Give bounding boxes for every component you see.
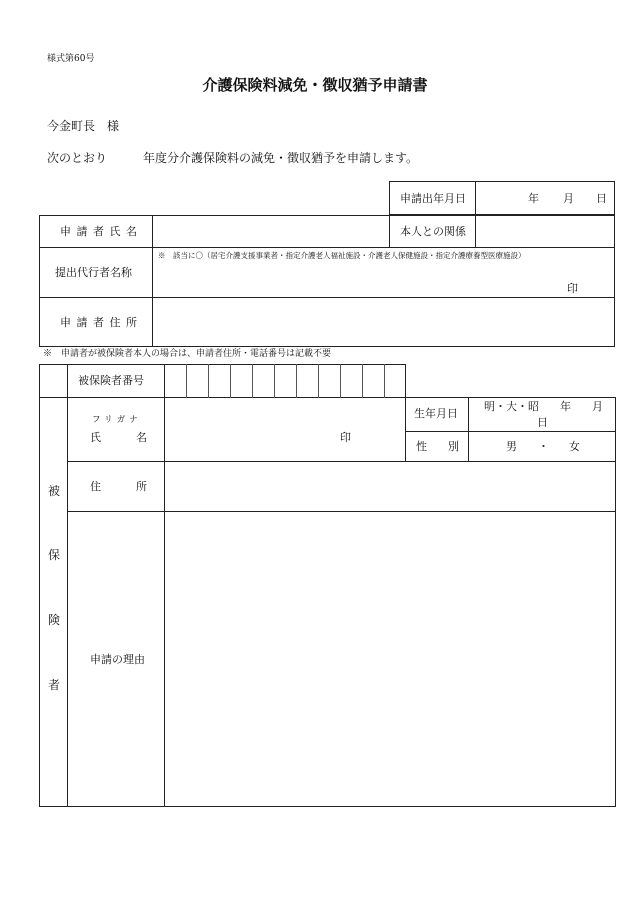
side-char-2: 保 xyxy=(48,548,61,562)
insured-number-field[interactable] xyxy=(166,366,404,396)
insured-address-label-2: 所 xyxy=(136,480,147,493)
agent-label: 提出代行者名称 xyxy=(55,266,132,279)
note-text: ※ 申請者が被保険者本人の場合は、申請者住所・電話番号は記載不要 xyxy=(43,349,332,359)
birth-era[interactable]: 明・大・昭 xyxy=(484,400,539,413)
sex-label-2: 別 xyxy=(448,440,459,453)
birth-day[interactable]: 日 xyxy=(537,416,548,429)
insured-name-field[interactable] xyxy=(166,399,336,459)
side-char-3: 険 xyxy=(48,613,61,627)
intro-prefix: 次のとおり xyxy=(47,151,108,165)
applicant-name-label: 申 請 者 氏 名 xyxy=(60,225,138,238)
date-field-month[interactable]: 月 xyxy=(563,192,574,205)
relation-field[interactable] xyxy=(477,217,613,245)
side-char-1: 被 xyxy=(48,484,61,498)
insured-number-label: 被保険者番号 xyxy=(78,374,144,387)
birth-month[interactable]: 月 xyxy=(592,400,603,413)
insured-address-label-1: 住 xyxy=(90,480,101,493)
applicant-address-label: 申 請 者 住 所 xyxy=(60,316,138,329)
applicant-name-field[interactable] xyxy=(154,217,387,245)
intro-suffix: 年度分介護保険料の減免・徴収猶予を申請します。 xyxy=(143,151,419,165)
reason-field[interactable] xyxy=(166,513,613,804)
sex-label-1: 性 xyxy=(416,440,427,453)
date-label: 申請出年月日 xyxy=(400,192,466,205)
insured-address-field[interactable] xyxy=(166,463,613,509)
addressee: 今金町長 様 xyxy=(47,119,120,133)
insured-seal: 印 xyxy=(340,431,351,444)
sex-male[interactable]: 男 xyxy=(506,440,517,453)
side-char-4: 者 xyxy=(48,678,61,692)
agent-field[interactable] xyxy=(154,262,554,294)
agent-seal: 印 xyxy=(567,282,578,295)
birth-year[interactable]: 年 xyxy=(560,400,571,413)
sex-separator: ・ xyxy=(538,440,549,453)
insured-name-label-2: 名 xyxy=(136,431,147,444)
date-field-day[interactable]: 日 xyxy=(596,192,607,205)
sex-female[interactable]: 女 xyxy=(569,440,580,453)
insured-name-label-1: 氏 xyxy=(90,431,101,444)
birth-label: 生年月日 xyxy=(414,407,458,420)
date-field-year[interactable]: 年 xyxy=(528,192,539,205)
agent-note: ※ 該当に〇（居宅介護支援事業者・指定介護老人福祉施設・介護老人保健施設・指定介護療養型医療施設） xyxy=(158,251,526,260)
reason-label: 申請の理由 xyxy=(90,653,145,666)
relation-label: 本人との関係 xyxy=(400,225,466,238)
page-title: 介護保険料減免・徴収猶予申請書 xyxy=(202,76,428,94)
applicant-address-field[interactable] xyxy=(154,299,613,345)
furigana-label: フリガナ xyxy=(92,415,142,425)
form-number: 様式第60号 xyxy=(47,54,95,64)
